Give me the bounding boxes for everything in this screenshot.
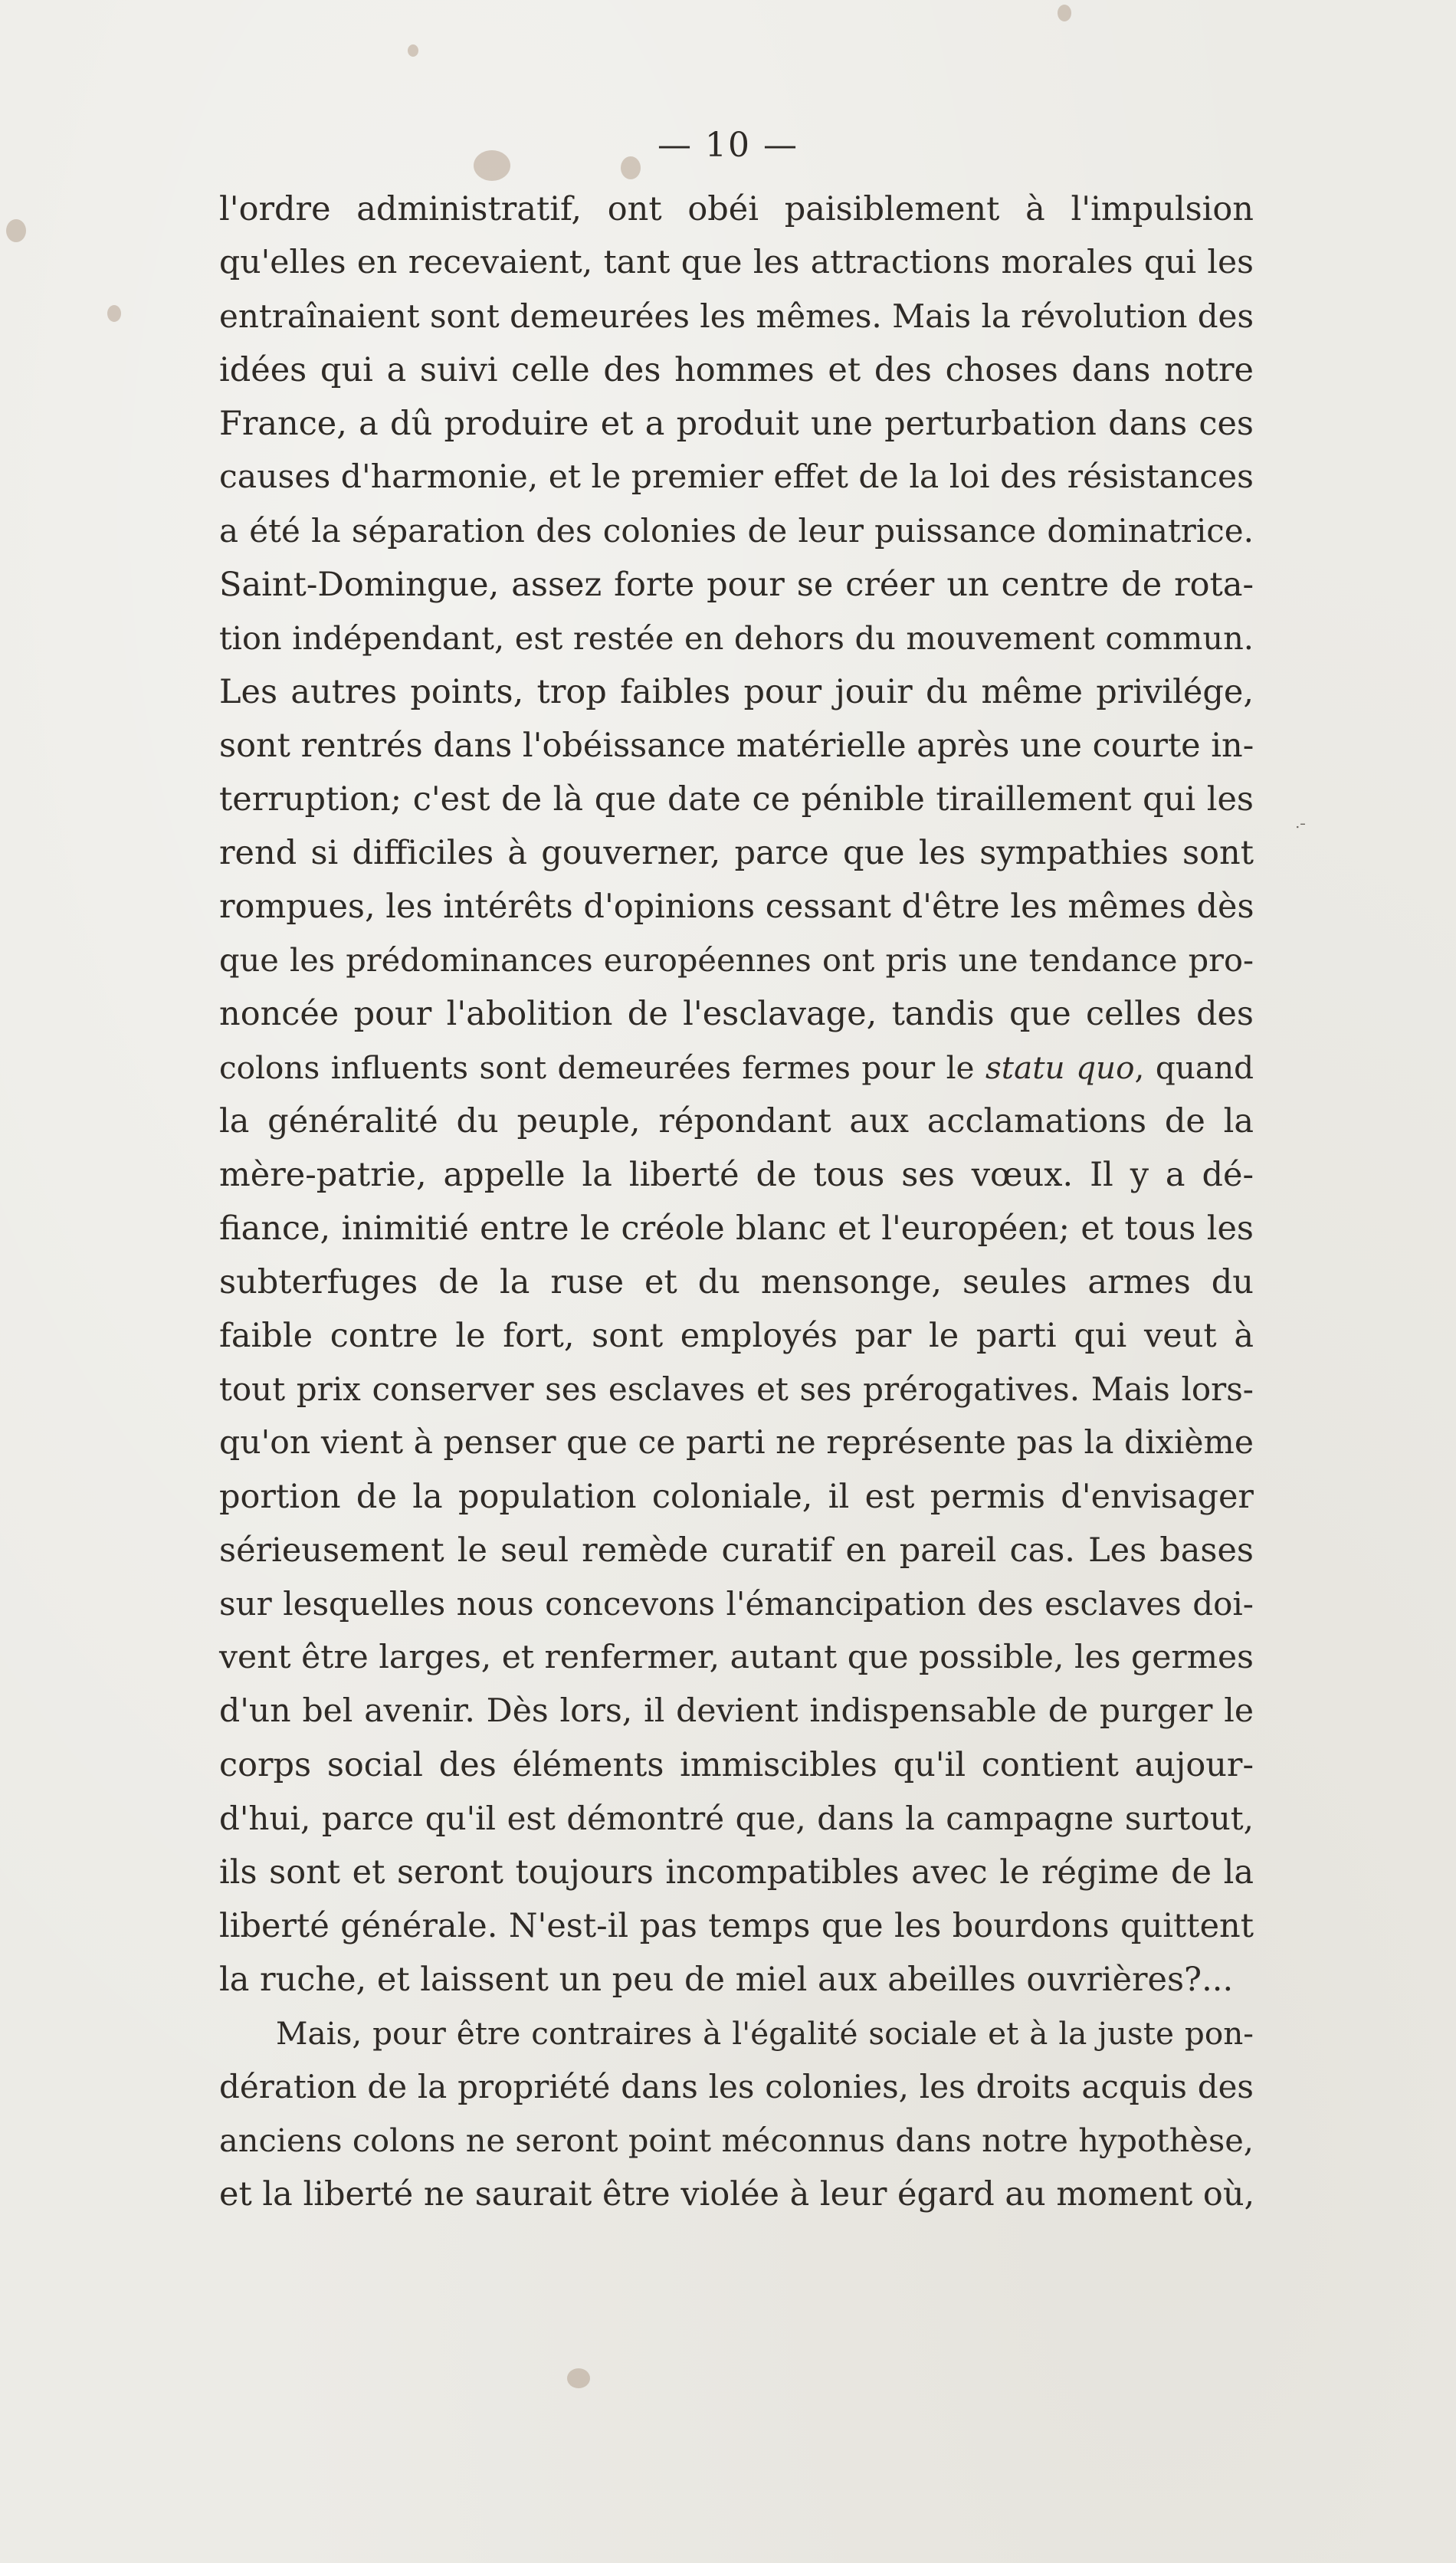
text-line: Mais, pour être contraires à l'égalité sociale et à la juste pon- <box>276 2015 1254 2052</box>
text-line: tion indépendant, est restée en dehors du mouvement commun. <box>219 619 1254 657</box>
foxing-spot <box>107 305 121 322</box>
text-line: l'ordre administratif, ont obéi paisiblement à l'impulsion <box>219 190 1254 228</box>
foxing-spot <box>408 44 418 57</box>
italic-latin-phrase: statu quo <box>985 1049 1135 1086</box>
text-line: a été la séparation des colonies de leur puissance dominatrice. <box>219 512 1254 550</box>
foxing-spot <box>567 2368 590 2388</box>
text-line: sur lesquelles nous concevons l'émancipation des esclaves doi- <box>219 1585 1254 1623</box>
text-line: sont rentrés dans l'obéissance matérielle après une courte in- <box>219 727 1254 765</box>
text-line: tout prix conserver ses esclaves et ses prérogatives. Mais lors- <box>219 1370 1254 1408</box>
text-segment: , quand <box>1134 1049 1254 1086</box>
text-line: qu'elles en recevaient, tant que les attractions morales qui les <box>219 244 1254 281</box>
text-line: mère-patrie, appelle la liberté de tous ses vœux. Il y a dé- <box>219 1156 1254 1194</box>
text-line: causes d'harmonie, et le premier effet de la loi des résistances <box>219 458 1254 496</box>
text-line: d'un bel avenir. Dès lors, il devient indispensable de purger le <box>219 1692 1254 1730</box>
text-line: corps social des éléments immiscibles qu'il contient aujour- <box>219 1746 1254 1784</box>
text-line: rompues, les intérêts d'opinions cessant d'être les mêmes dès <box>219 888 1254 926</box>
text-line: Saint-Domingue, assez forte pour se créer un centre de rota- <box>219 566 1254 604</box>
text-line: que les prédominances européennes ont pris une tendance pro- <box>219 941 1254 979</box>
text-line: la ruche, et laissent un peu de miel aux abeilles ouvrières?... <box>219 1961 1234 1999</box>
text-line: rend si difficiles à gouverner, parce que les sympathies sont <box>219 834 1254 872</box>
text-line: d'hui, parce qu'il est démontré que, dans la campagne surtout, <box>219 1800 1254 1837</box>
text-line: dération de la propriété dans les colonies, les droits acquis des <box>219 2068 1254 2105</box>
text-line: qu'on vient à penser que ce parti ne représente pas la dixième <box>219 1424 1254 1462</box>
text-line: entraînaient sont demeurées les mêmes. Mais la révolution des <box>219 297 1254 335</box>
text-line: subterfuges de la ruse et du mensonge, seules armes du <box>219 1263 1254 1301</box>
text-segment: colons influents sont demeurées fermes pour le <box>219 1049 986 1086</box>
page-number: — 10 — <box>657 126 799 165</box>
text-line: Les autres points, trop faibles pour jouir du même privilége, <box>219 673 1254 711</box>
text-line: liberté générale. N'est-il pas temps que les bourdons quittent <box>219 1907 1254 1945</box>
text-line: et la liberté ne saurait être violée à leur égard au moment où, <box>219 2175 1255 2214</box>
text-line: la généralité du peuple, répondant aux acclamations de la <box>219 1102 1254 1140</box>
text-line: terruption; c'est de là que date ce pénible tiraillement qui les <box>219 780 1254 819</box>
text-line: portion de la population coloniale, il est permis d'envisager <box>219 1478 1254 1516</box>
text-line: anciens colons ne seront point méconnus dans notre hypothèse, <box>219 2122 1254 2159</box>
text-line: sérieusement le seul remède curatif en pareil cas. Les bases <box>219 1531 1254 1570</box>
foxing-spot <box>1058 5 1071 21</box>
main-text <box>219 182 1254 2221</box>
text-line: faible contre le fort, sont employés par le parti qui veut à <box>219 1317 1254 1355</box>
foxing-spot <box>6 219 26 242</box>
text-line: noncée pour l'abolition de l'esclavage, tandis que celles des <box>219 995 1254 1033</box>
text-line: ils sont et seront toujours incompatibles avec le régime de la <box>219 1853 1254 1892</box>
text-line: France, a dû produire et a produit une perturbation dans ces <box>219 405 1254 443</box>
text-line <box>219 1041 1254 1094</box>
text-line: fiance, inimitié entre le créole blanc et l'européen; et tous les <box>219 1209 1254 1248</box>
margin-mark: ᐧᐨ <box>1295 819 1307 838</box>
text-line: idées qui a suivi celle des hommes et des choses dans notre <box>219 351 1254 389</box>
text-line: vent être larges, et renfermer, autant que possible, les germes <box>219 1639 1254 1676</box>
